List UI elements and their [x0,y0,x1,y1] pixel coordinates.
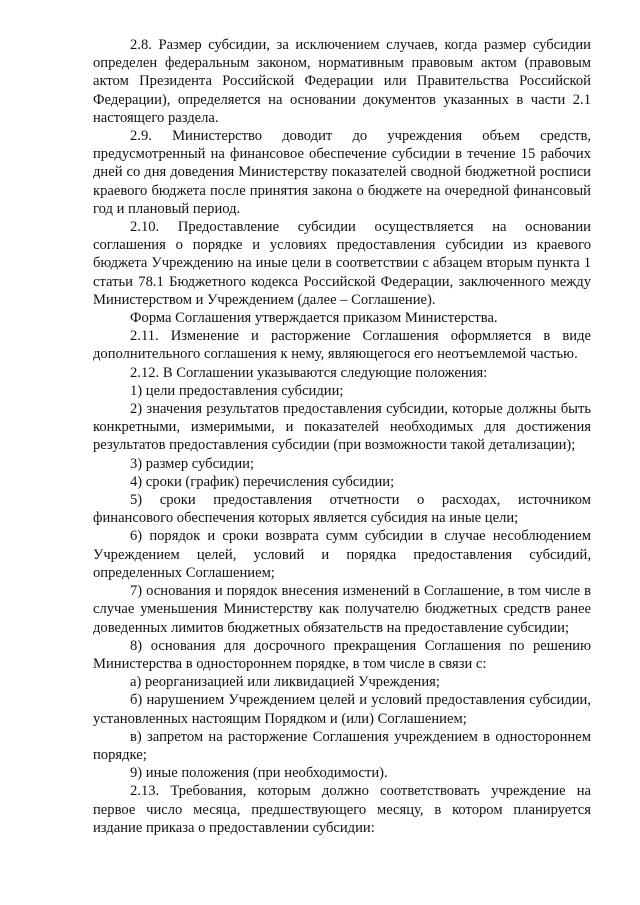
paragraph-agreement-form: Форма Соглашения утверждается приказом Министерства. [130,310,498,327]
list-item-7: 7) основания и порядок внесения изменений в Соглашение, в том числе в случае уменьшения Министерству как получателю бюджетных средств ранее доведенных лимитов бюджетных обязательств на предоставление субсидии; [93,583,591,636]
list-item-9: 9) иные положения (при необходимости). [130,765,388,782]
list-item-1: 1) цели предоставления субсидии; [130,382,344,399]
paragraph-2-8: 2.8. Размер субсидии, за исключением случаев, когда размер субсидии определен федеральным законом, нормативным правовым актом (правовым актом Президента Российской Федерации или Правительства Российской Федерации), определяется на основании документов указанных в части 2.1 настоящего раздела. [93,37,591,126]
sub-item-b: б) нарушением Учреждением целей и условий предоставления субсидии, установленных настоящим Порядком и (или) Соглашением; [93,692,591,727]
paragraph-2-11: 2.11. Изменение и расторжение Соглашения оформляется в виде дополнительного соглашения к нему, являющегося его неотъемлемой частью. [93,328,591,363]
list-item-4: 4) сроки (график) перечисления субсидии; [130,473,395,490]
list-item-6: 6) порядок и сроки возврата сумм субсидии в случае несоблюдением Учреждением целей, условий и порядка предоставления субсидий, определенных Соглашением; [93,528,591,581]
sub-item-a: а) реорганизацией или ликвидацией Учреждения; [130,674,440,691]
list-item-2: 2) значения результатов предоставления субсидии, которые должны быть конкретными, измеримыми, и показателей необходимых для достижения результатов предоставления субсидии (при возможности такой детализации); [93,401,591,454]
paragraph-2-10: 2.10. Предоставление субсидии осуществляется на основании соглашения о порядке и условиях предоставления субсидии из краевого бюджета Учреждению на иные цели в соответствии с абзацем вторым пункта 1 статьи 78.1 Бюджетного кодекса Российской Федерации, заключенного между Министерством и Учреждением (далее – Соглашение). [93,219,591,308]
list-item-5: 5) сроки предоставления отчетности о расходах, источником финансового обеспечения которых является субсидия на иные цели; [93,492,591,527]
paragraph-2-12: 2.12. В Соглашении указываются следующие положения: [130,364,488,381]
document-page [93,36,591,837]
paragraph-2-9: 2.9. Министерство доводит до учреждения объем средств, предусмотренный на финансовое обеспечение субсидии в течение 15 рабочих дней со дня доведения Министерству показателей сводной бюджетной росписи краевого бюджета после принятия закона о бюджете на очередной финансовый год и плановый период. [93,128,591,217]
paragraph-2-13: 2.13. Требования, которым должно соответствовать учреждение на первое число месяца, предшествующего месяцу, в котором планируется издание приказа о предоставлении субсидии: [93,783,591,836]
list-item-8: 8) основания для досрочного прекращения Соглашения по решению Министерства в одностороннем порядке, в том числе в связи с: [93,637,591,672]
list-item-3: 3) размер субсидии; [130,455,254,472]
sub-item-v: в) запретом на расторжение Соглашения учреждением в одностороннем порядке; [93,728,591,763]
